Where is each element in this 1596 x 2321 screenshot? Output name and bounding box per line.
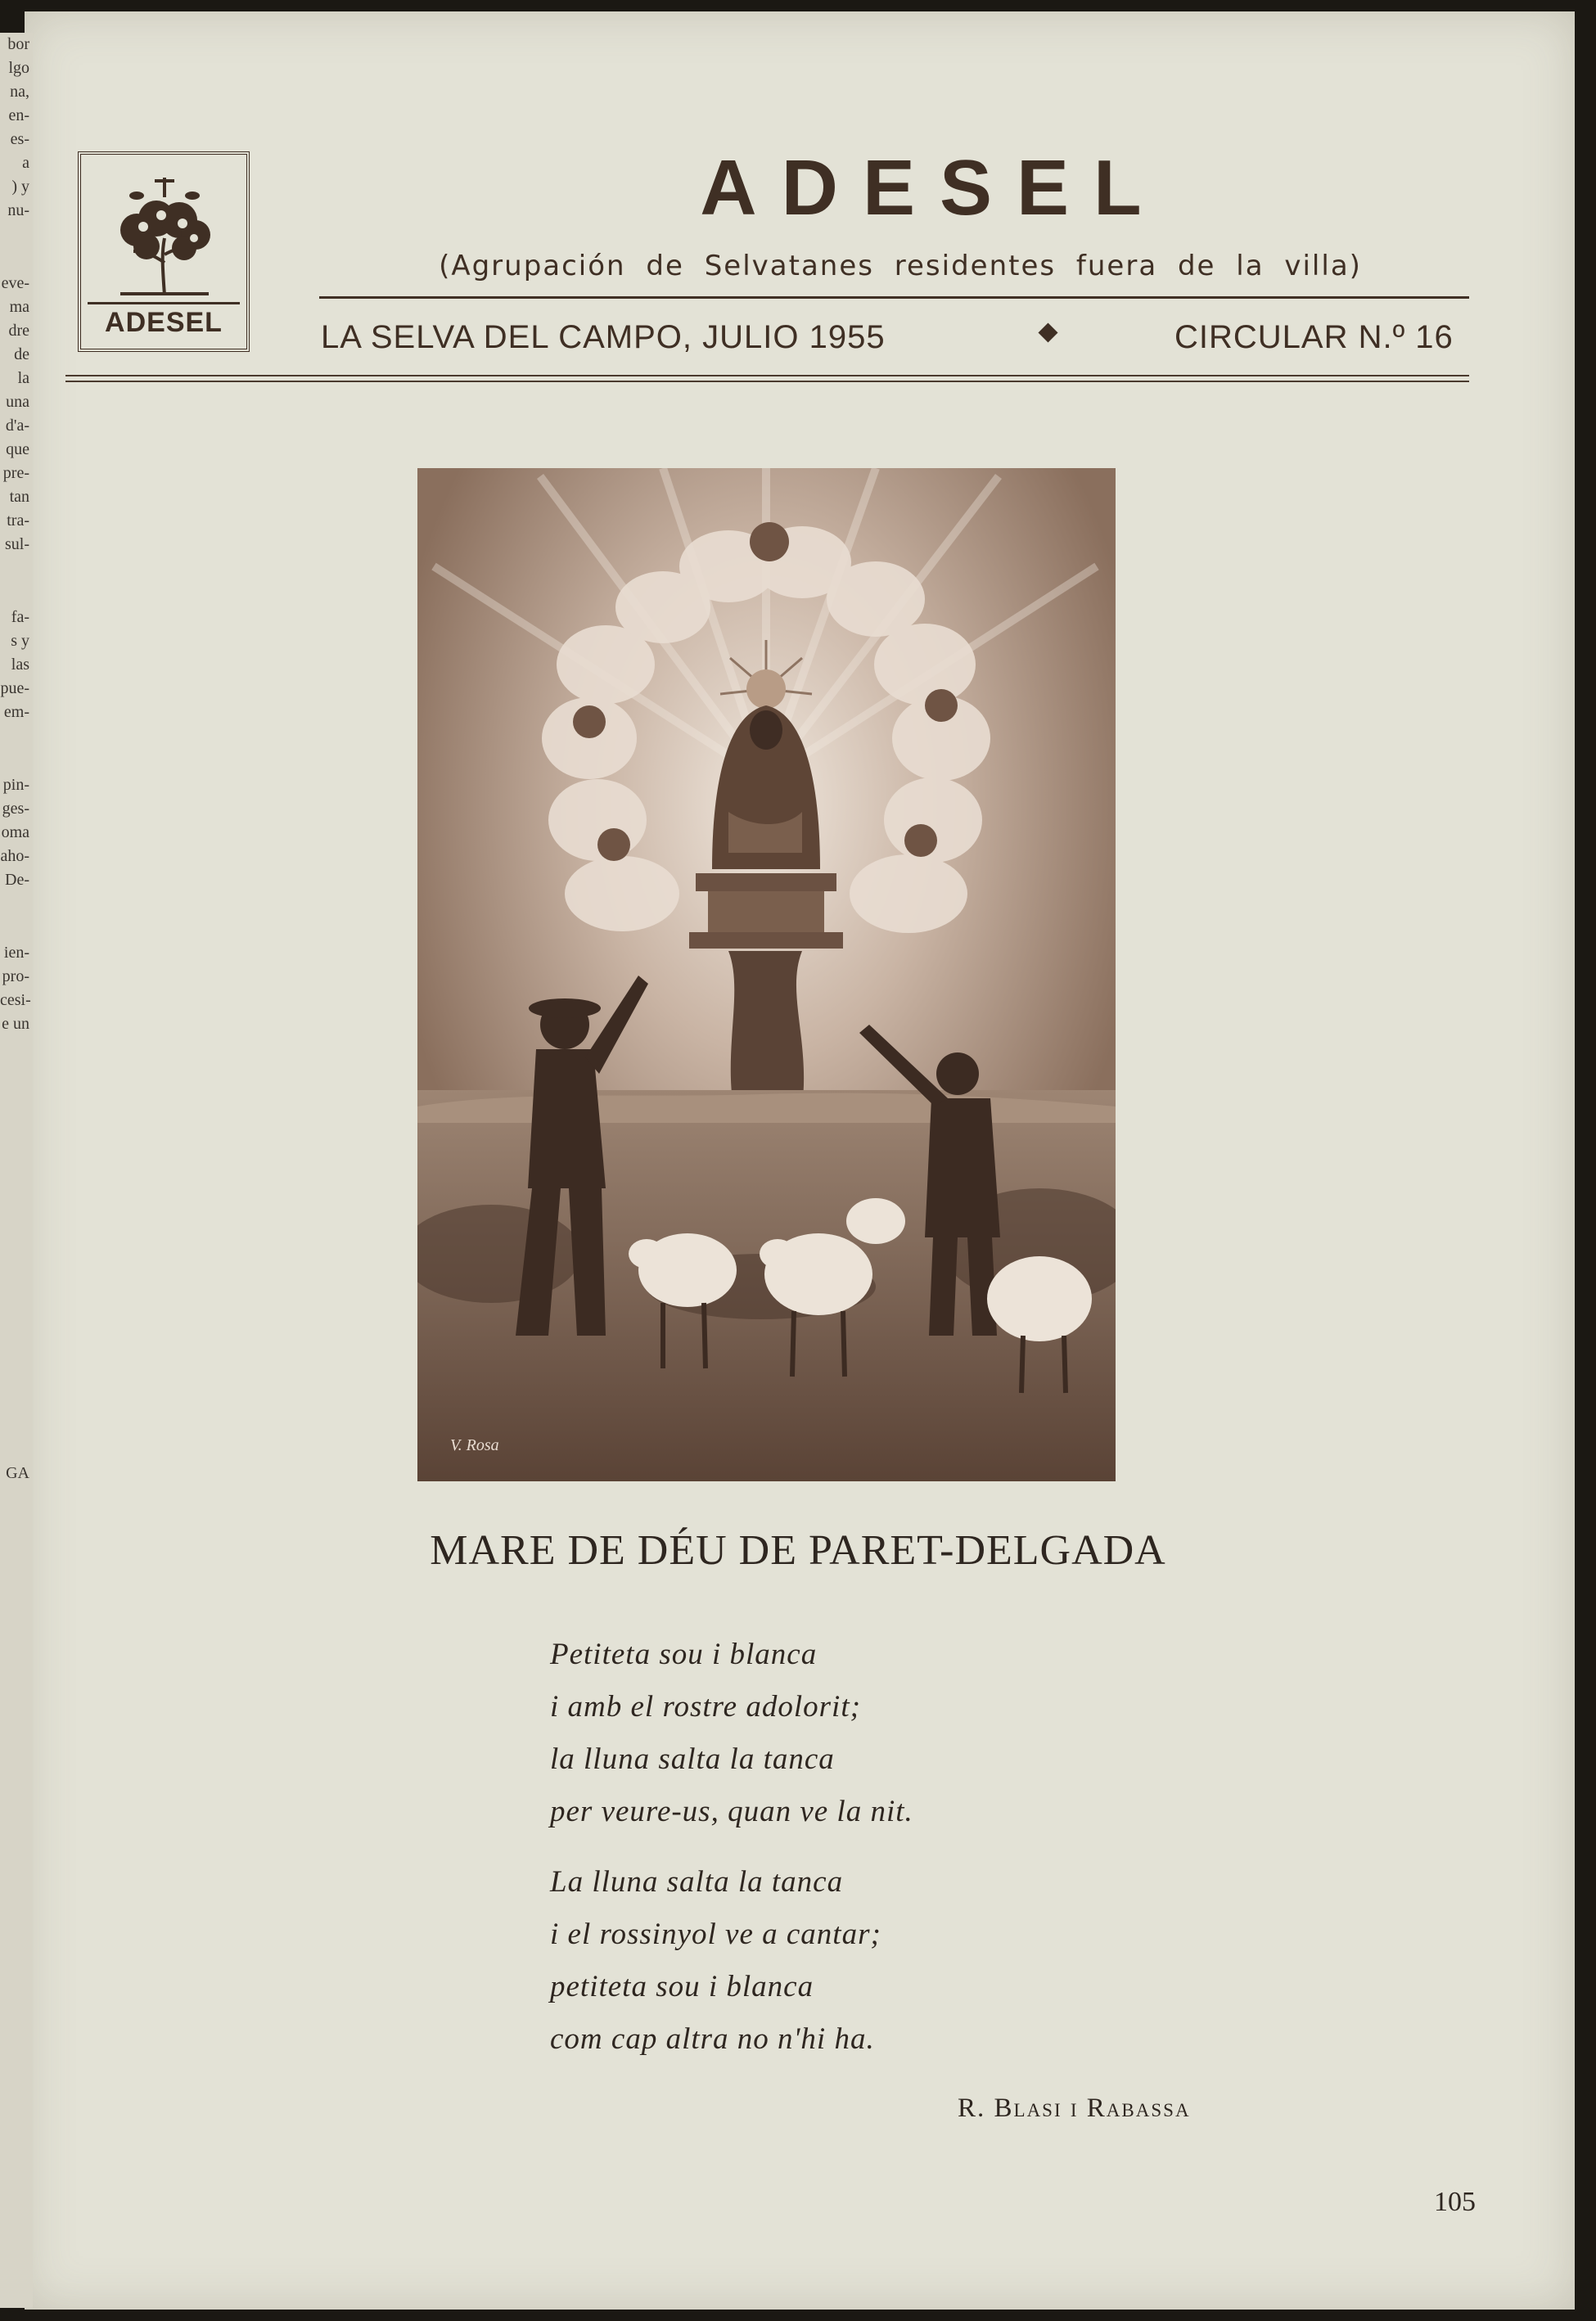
tree-logo-icon: [104, 173, 225, 295]
poem-verse: com cap altra no n'hi ha.: [550, 2022, 875, 2056]
previous-page-fragment: e un: [2, 1015, 29, 1033]
previous-page-fragment: em-: [3, 703, 29, 721]
poem-verse: i amb el rostre adolorit;: [550, 1690, 861, 1724]
poem-verse: Petiteta sou i blanca: [550, 1638, 818, 1671]
poem-verse: petiteta sou i blanca: [550, 1970, 814, 2003]
previous-page-fragment: tra-: [7, 512, 29, 530]
previous-page-fragment: ma: [9, 298, 29, 316]
previous-page-fragment: en-: [8, 106, 29, 124]
previous-page-fragment: eve-: [1, 274, 29, 292]
illustration-caption: MARE DE DÉU DE PARET-DELGADA: [430, 1527, 1166, 1574]
previous-page-fragment: na,: [10, 83, 29, 101]
double-rule-divider: [65, 375, 1469, 382]
place-and-date: LA SELVA DEL CAMPO, JULIO 1955: [321, 319, 886, 355]
masthead-subtitle: (Agrupación de Selvatanes residentes fuera de la villa): [439, 250, 1362, 282]
previous-page-fragment: de: [14, 345, 29, 363]
previous-page-fragment: a: [22, 154, 29, 172]
previous-page-fragment: s y: [11, 632, 29, 650]
previous-page-fragment: las: [11, 656, 29, 674]
previous-page-fragment: una: [6, 393, 29, 411]
adesel-logo: [78, 151, 250, 352]
previous-page-fragment: GA: [6, 1464, 29, 1482]
previous-page-fragment: d'a-: [5, 417, 29, 435]
previous-page-fragment: es-: [10, 130, 29, 148]
previous-page-fragment: tan: [9, 488, 29, 506]
illustration-signature: V. Rosa: [450, 1436, 499, 1454]
poem-stanza-2: [550, 1856, 1123, 2066]
previous-page-fragment: lgo: [8, 59, 29, 77]
page-number: 105: [1434, 2187, 1476, 2217]
previous-page-fragment: ges-: [2, 800, 29, 818]
previous-page-fragment: sul-: [5, 535, 29, 553]
circular-number: CIRCULAR N.º 16: [1174, 319, 1454, 355]
poem-verse: per veure-us, quan ve la nit.: [550, 1795, 913, 1828]
previous-page-fragment: bor: [7, 35, 29, 53]
previous-page-fragment: ien-: [3, 944, 29, 962]
poem: [550, 1629, 1123, 2084]
previous-page-fragment: nu-: [7, 201, 29, 219]
poem-verse: i el rossinyol ve a cantar;: [550, 1918, 881, 1951]
previous-page-fragment: pin-: [2, 776, 29, 794]
poem-stanza-1: [550, 1629, 1123, 1838]
previous-page-fragment: De-: [5, 871, 29, 889]
previous-page-edge: [0, 33, 33, 2308]
previous-page-fragment: pue-: [0, 679, 29, 697]
virgin-and-shepherds-picture: [417, 468, 1116, 1481]
previous-page-fragment: oma: [1, 823, 29, 841]
previous-page-fragment: ) y: [11, 178, 29, 196]
poem-verse: La lluna salta la tanca: [550, 1865, 844, 1899]
poem-author: R. Blasi i Rabassa: [958, 2093, 1191, 2123]
previous-page-fragment: la: [17, 369, 29, 387]
logo-text: ADESEL: [88, 302, 240, 340]
previous-page-fragment: que: [6, 440, 29, 458]
poem-verse: la lluna salta la tanca: [550, 1742, 835, 1776]
header-divider: [319, 296, 1469, 299]
previous-page-fragment: pre-: [2, 464, 29, 482]
masthead-title: ADESEL: [700, 144, 1166, 232]
previous-page-fragment: dre: [8, 322, 29, 340]
previous-page-fragment: pro-: [2, 967, 29, 985]
previous-page-fragment: aho-: [0, 847, 29, 865]
previous-page-fragment: fa-: [11, 608, 29, 626]
virgin-illustration: [417, 468, 1116, 1481]
previous-page-fragment: cesi-: [0, 991, 31, 1009]
